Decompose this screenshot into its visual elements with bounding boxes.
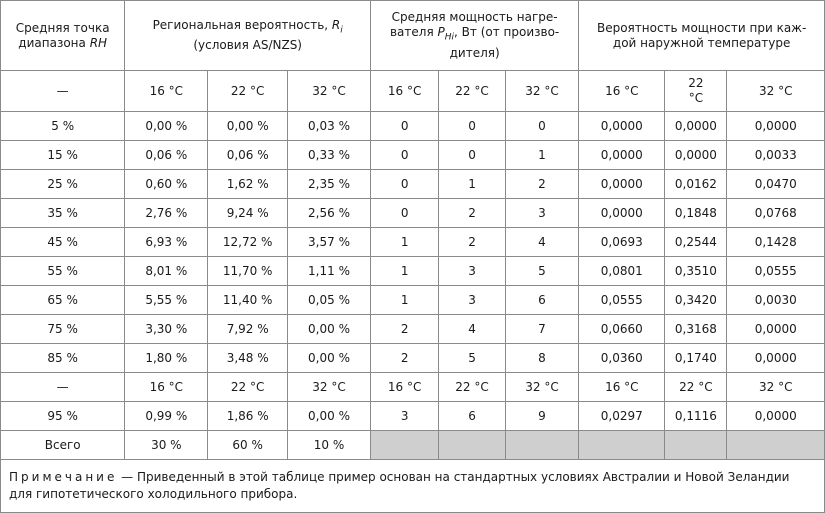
note-row bbox=[1, 460, 825, 513]
cell-p22: 4 bbox=[439, 315, 505, 344]
mid-units-p22: 22 °C bbox=[439, 373, 505, 402]
total-blank-v22 bbox=[665, 431, 727, 460]
table-row bbox=[1, 141, 825, 170]
row95-rh: 95 % bbox=[1, 402, 125, 431]
cell-rh: 15 % bbox=[1, 141, 125, 170]
cell-v22: 0,0162 bbox=[665, 170, 727, 199]
cell-v32: 0,0000 bbox=[727, 315, 825, 344]
cell-p32: 8 bbox=[505, 344, 579, 373]
header-regional-sub: i bbox=[340, 25, 343, 36]
cell-v16: 0,0660 bbox=[579, 315, 665, 344]
cell-v22: 0,3510 bbox=[665, 257, 727, 286]
total-blank-v32 bbox=[727, 431, 825, 460]
total-label: Всего bbox=[1, 431, 125, 460]
header-rh-line1: Средняя точка bbox=[15, 20, 110, 35]
cell-r22: 11,70 % bbox=[208, 257, 288, 286]
row95-p32: 9 bbox=[505, 402, 579, 431]
cell-r16: 8,01 % bbox=[125, 257, 208, 286]
header-regional-line2: (условия AS/NZS) bbox=[193, 38, 302, 53]
cell-r32: 2,56 % bbox=[288, 199, 371, 228]
header-row bbox=[1, 1, 825, 71]
cell-v32: 0,0033 bbox=[727, 141, 825, 170]
cell-v16: 0,0555 bbox=[579, 286, 665, 315]
cell-p16: 2 bbox=[370, 344, 438, 373]
units-row bbox=[1, 71, 825, 112]
units-v32: 32 °C bbox=[727, 71, 825, 112]
note-cell bbox=[1, 460, 825, 513]
total-r22: 60 % bbox=[208, 431, 288, 460]
row95-r22: 1,86 % bbox=[208, 402, 288, 431]
cell-r16: 2,76 % bbox=[125, 199, 208, 228]
units-p16: 16 °C bbox=[370, 71, 438, 112]
cell-v32: 0,0768 bbox=[727, 199, 825, 228]
cell-p22: 0 bbox=[439, 112, 505, 141]
total-row bbox=[1, 431, 825, 460]
cell-r16: 0,06 % bbox=[125, 141, 208, 170]
mid-units-v16: 16 °C bbox=[579, 373, 665, 402]
total-blank-p16 bbox=[370, 431, 438, 460]
header-heater-power bbox=[370, 1, 578, 71]
row95-v16: 0,0297 bbox=[579, 402, 665, 431]
cell-p16: 0 bbox=[370, 170, 438, 199]
units-r16: 16 °C bbox=[125, 71, 208, 112]
cell-r22: 0,00 % bbox=[208, 112, 288, 141]
mid-units-p16: 16 °C bbox=[370, 373, 438, 402]
row95-p22: 6 bbox=[439, 402, 505, 431]
row95-v32: 0,0000 bbox=[727, 402, 825, 431]
units-v16: 16 °C bbox=[579, 71, 665, 112]
cell-v32: 0,1428 bbox=[727, 228, 825, 257]
cell-r32: 0,05 % bbox=[288, 286, 371, 315]
table-row bbox=[1, 286, 825, 315]
cell-r22: 7,92 % bbox=[208, 315, 288, 344]
total-blank-p22 bbox=[439, 431, 505, 460]
table-row bbox=[1, 228, 825, 257]
cell-r22: 3,48 % bbox=[208, 344, 288, 373]
cell-rh: 75 % bbox=[1, 315, 125, 344]
table-row bbox=[1, 344, 825, 373]
units-p22: 22 °C bbox=[439, 71, 505, 112]
cell-v16: 0,0000 bbox=[579, 141, 665, 170]
row95-v22: 0,1116 bbox=[665, 402, 727, 431]
cell-rh: 5 % bbox=[1, 112, 125, 141]
cell-r22: 9,24 % bbox=[208, 199, 288, 228]
header-power-probability bbox=[579, 1, 825, 71]
note-text: — Приведенный в этой таблице пример основан на стандартных условиях Австралии и Новой Зеландии для гипотетического холодильного прибора. bbox=[9, 470, 790, 501]
table-row bbox=[1, 199, 825, 228]
cell-v16: 0,0000 bbox=[579, 199, 665, 228]
cell-p16: 0 bbox=[370, 199, 438, 228]
cell-p22: 0 bbox=[439, 141, 505, 170]
header-regional-probability bbox=[125, 1, 371, 71]
row95-r16: 0,99 % bbox=[125, 402, 208, 431]
cell-p16: 1 bbox=[370, 286, 438, 315]
cell-r16: 5,55 % bbox=[125, 286, 208, 315]
header-power-line3: дителя) bbox=[449, 45, 500, 60]
cell-v16: 0,0801 bbox=[579, 257, 665, 286]
mid-units-dash: — bbox=[1, 373, 125, 402]
units-r32: 32 °C bbox=[288, 71, 371, 112]
units-v22-b: °C bbox=[688, 91, 704, 105]
cell-rh: 65 % bbox=[1, 286, 125, 315]
units-r22: 22 °C bbox=[208, 71, 288, 112]
cell-r16: 1,80 % bbox=[125, 344, 208, 373]
table-row bbox=[1, 315, 825, 344]
cell-r16: 3,30 % bbox=[125, 315, 208, 344]
cell-r16: 0,00 % bbox=[125, 112, 208, 141]
note-prefix: Примечание bbox=[9, 470, 118, 484]
cell-r16: 6,93 % bbox=[125, 228, 208, 257]
cell-p32: 5 bbox=[505, 257, 579, 286]
header-prob-line2: дой наружной температуре bbox=[612, 35, 791, 50]
row95-r32: 0,00 % bbox=[288, 402, 371, 431]
cell-p32: 1 bbox=[505, 141, 579, 170]
mid-units-r32: 32 °C bbox=[288, 373, 371, 402]
cell-v32: 0,0000 bbox=[727, 112, 825, 141]
total-blank-p32 bbox=[505, 431, 579, 460]
cell-v16: 0,0693 bbox=[579, 228, 665, 257]
row95-p16: 3 bbox=[370, 402, 438, 431]
header-power-line2-prefix: вателя bbox=[389, 25, 438, 40]
header-rh-line2: диапазона bbox=[18, 35, 90, 50]
cell-v22: 0,2544 bbox=[665, 228, 727, 257]
cell-v22: 0,1848 bbox=[665, 199, 727, 228]
cell-p22: 1 bbox=[439, 170, 505, 199]
units-dash: — bbox=[1, 71, 125, 112]
cell-p16: 1 bbox=[370, 228, 438, 257]
units-v22 bbox=[665, 71, 727, 112]
cell-v16: 0,0000 bbox=[579, 112, 665, 141]
header-power-line2-suffix: , Вт (от произво- bbox=[454, 25, 560, 40]
table-row bbox=[1, 257, 825, 286]
cell-p32: 7 bbox=[505, 315, 579, 344]
cell-r32: 2,35 % bbox=[288, 170, 371, 199]
cell-r22: 12,72 % bbox=[208, 228, 288, 257]
row-95 bbox=[1, 402, 825, 431]
cell-p22: 2 bbox=[439, 228, 505, 257]
cell-v32: 0,0030 bbox=[727, 286, 825, 315]
cell-r32: 0,00 % bbox=[288, 344, 371, 373]
cell-v22: 0,3168 bbox=[665, 315, 727, 344]
cell-r22: 1,62 % bbox=[208, 170, 288, 199]
cell-rh: 85 % bbox=[1, 344, 125, 373]
cell-v32: 0,0470 bbox=[727, 170, 825, 199]
table-row bbox=[1, 112, 825, 141]
cell-p32: 6 bbox=[505, 286, 579, 315]
mid-units-r22: 22 °C bbox=[208, 373, 288, 402]
units-v22-a: 22 bbox=[688, 76, 704, 90]
cell-v32: 0,0000 bbox=[727, 344, 825, 373]
cell-r32: 3,57 % bbox=[288, 228, 371, 257]
table-row bbox=[1, 170, 825, 199]
mid-units-v22: 22 °C bbox=[665, 373, 727, 402]
data-rows bbox=[1, 112, 825, 373]
mid-units-row bbox=[1, 373, 825, 402]
cell-p32: 2 bbox=[505, 170, 579, 199]
cell-p16: 1 bbox=[370, 257, 438, 286]
cell-p32: 0 bbox=[505, 112, 579, 141]
header-power-line1: Средняя мощность нагре- bbox=[391, 10, 558, 25]
header-rh bbox=[1, 1, 125, 71]
total-r16: 30 % bbox=[125, 431, 208, 460]
units-p32: 32 °C bbox=[505, 71, 579, 112]
cell-p32: 4 bbox=[505, 228, 579, 257]
cell-v22: 0,0000 bbox=[665, 141, 727, 170]
cell-r22: 11,40 % bbox=[208, 286, 288, 315]
cell-p22: 3 bbox=[439, 286, 505, 315]
cell-rh: 55 % bbox=[1, 257, 125, 286]
total-r32: 10 % bbox=[288, 431, 371, 460]
cell-p22: 2 bbox=[439, 199, 505, 228]
mid-units-v32: 32 °C bbox=[727, 373, 825, 402]
cell-v22: 0,1740 bbox=[665, 344, 727, 373]
cell-p22: 3 bbox=[439, 257, 505, 286]
cell-p22: 5 bbox=[439, 344, 505, 373]
cell-p16: 0 bbox=[370, 112, 438, 141]
header-rh-var: RH bbox=[89, 35, 108, 50]
cell-rh: 35 % bbox=[1, 199, 125, 228]
cell-v16: 0,0360 bbox=[579, 344, 665, 373]
mid-units-p32: 32 °C bbox=[505, 373, 579, 402]
cell-r32: 0,03 % bbox=[288, 112, 371, 141]
cell-r32: 1,11 % bbox=[288, 257, 371, 286]
cell-p16: 2 bbox=[370, 315, 438, 344]
header-regional-var: R bbox=[331, 17, 341, 32]
header-power-var: P bbox=[437, 25, 445, 40]
cell-p32: 3 bbox=[505, 199, 579, 228]
cell-rh: 45 % bbox=[1, 228, 125, 257]
cell-v22: 0,0000 bbox=[665, 112, 727, 141]
total-blank-v16 bbox=[579, 431, 665, 460]
cell-r22: 0,06 % bbox=[208, 141, 288, 170]
cell-r32: 0,00 % bbox=[288, 315, 371, 344]
mid-units-r16: 16 °C bbox=[125, 373, 208, 402]
header-regional-line1: Региональная вероятность, bbox=[152, 17, 332, 32]
cell-r16: 0,60 % bbox=[125, 170, 208, 199]
cell-p16: 0 bbox=[370, 141, 438, 170]
cell-v16: 0,0000 bbox=[579, 170, 665, 199]
cell-r32: 0,33 % bbox=[288, 141, 371, 170]
header-power-sub: Hi bbox=[444, 32, 455, 43]
cell-v32: 0,0555 bbox=[727, 257, 825, 286]
header-prob-line1: Вероятность мощности при каж- bbox=[596, 20, 807, 35]
cell-rh: 25 % bbox=[1, 170, 125, 199]
cell-v22: 0,3420 bbox=[665, 286, 727, 315]
